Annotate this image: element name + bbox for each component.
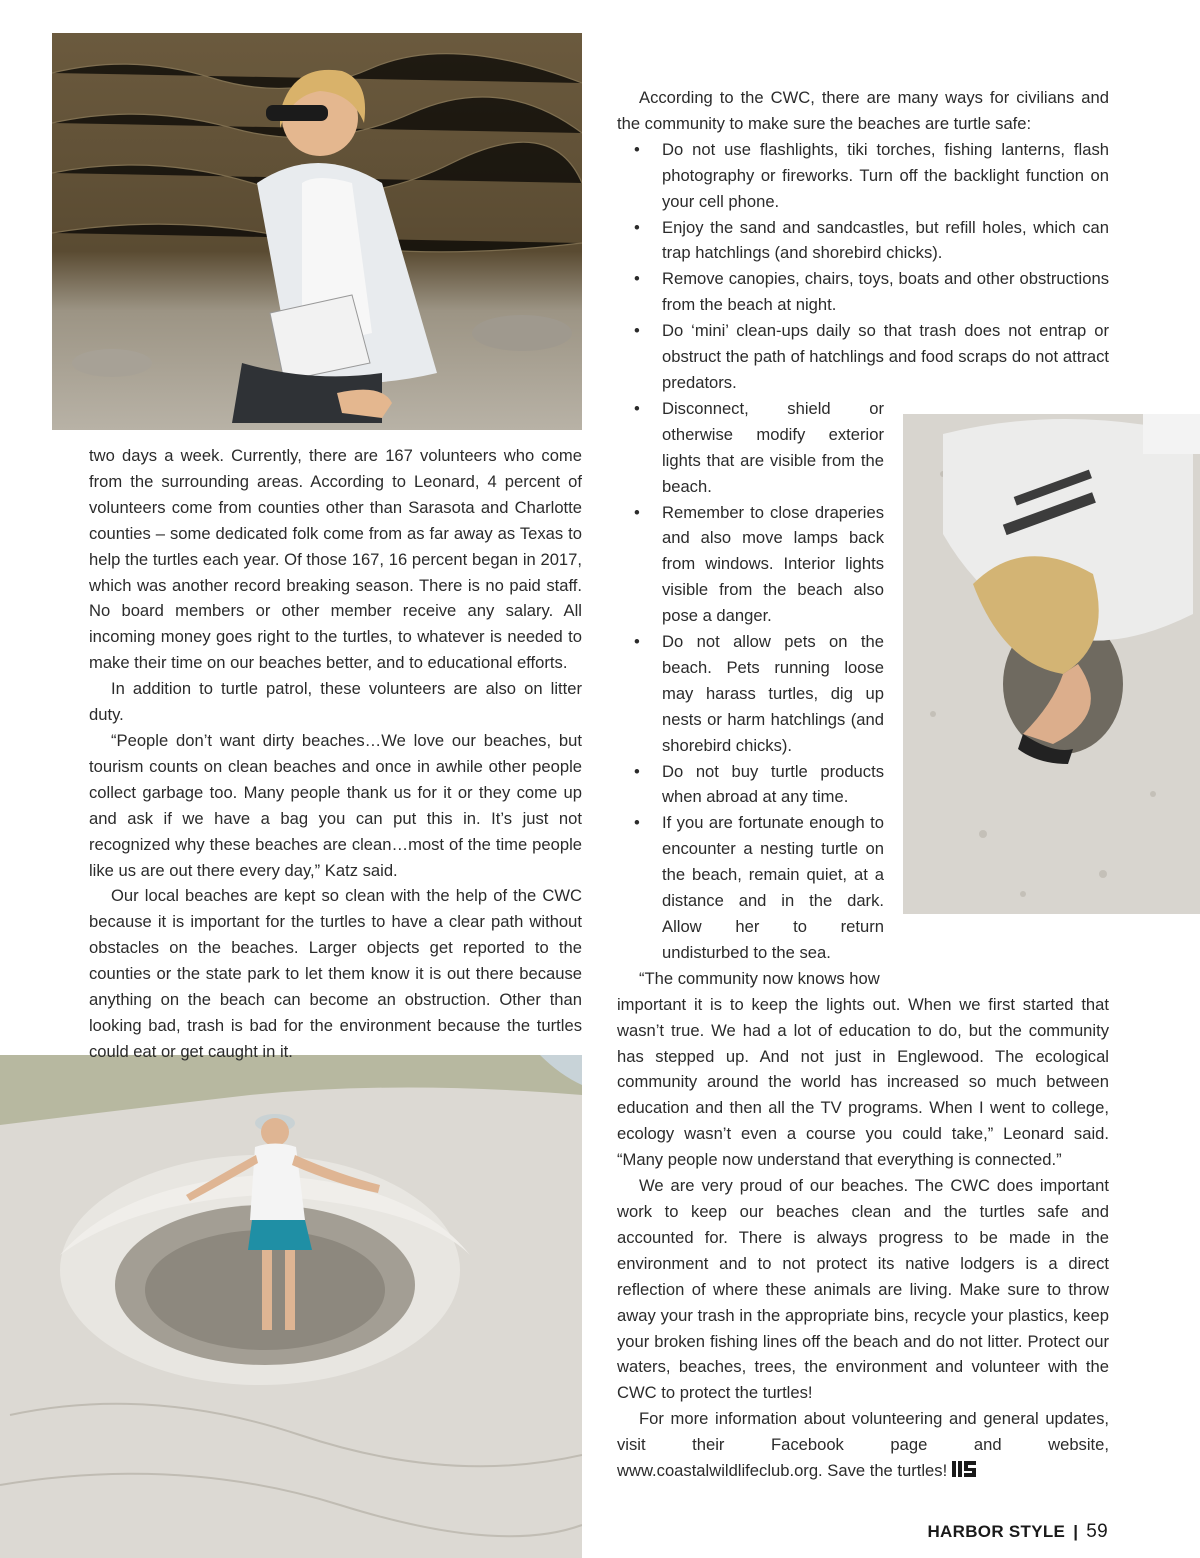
tip-item: • Do ‘mini’ clean-ups daily so that trash does not entrap or obstruct the path of hatchlings and food scraps do not attract predators. xyxy=(617,318,1109,396)
intro-paragraph: According to the CWC, there are many ways for civilians and the community to make sure the beaches are turtle safe: xyxy=(617,88,1109,133)
left-column xyxy=(89,443,582,1065)
body-paragraph: “People don’t want dirty beaches…We love our beaches, but tourism counts on clean beaches and once in awhile other people collect garbage too. Many people thank us for it or they come up and ask if we have a bag you can put this in. It’s just not recognized why these beaches are clean…most of the time people like us are out there every day,” Katz said. xyxy=(89,730,582,880)
tip-item: • Do not use flashlights, tiki torches, fishing lanterns, flash photography or fireworks. Turn off the backlight function on your cell phone. xyxy=(617,137,1109,215)
tip-item: • Remove canopies, chairs, toys, boats and other obstructions from the beach at night. xyxy=(617,266,1109,318)
tip-item: • Do not allow pets on the beach. Pets running loose may harass turtles, dig up nests or harm hatchlings (and shorebird chicks). xyxy=(617,629,884,759)
body-paragraph: two days a week. Currently, there are 167 volunteers who come from the surrounding areas. According to Leonard, 4 percent of volunteers come from counties other than Sarasota and Charlotte counties – some dedicated folk come from as far away as Texas to help the turtles each year. Of those 167, 16 percent began in 2017, which was another record breaking season. There is no paid staff. No board members or other member receive any salary. All incoming money goes right to the turtles, to whatever is needed to make their time on our beaches better, and to educational efforts. xyxy=(89,446,582,673)
closing-paragraph xyxy=(617,1406,1109,1484)
tip-item: • If you are fortunate enough to encounter a nesting turtle on the beach, remain quiet, at a distance and in the dark. Allow her to return undisturbed to the sea. xyxy=(617,810,884,965)
page-footer xyxy=(927,1521,1108,1543)
photo-volunteer-sand-crater xyxy=(0,1055,582,1558)
page-number: 59 xyxy=(1086,1521,1108,1542)
closing-text: For more information about volunteering and general updates, visit their Facebook page and website, www.coastalwildlifeclub.org. Save the turtles! xyxy=(617,1409,1109,1481)
right-column xyxy=(617,85,1109,1484)
publication-name: HARBOR STYLE xyxy=(927,1522,1066,1541)
tip-item: • Enjoy the sand and sandcastles, but refill holes, which can trap hatchlings (and shorebird chicks). xyxy=(617,215,1109,267)
photo-volunteer-clipboard xyxy=(52,33,582,430)
quote-opening: “The community now knows how xyxy=(639,968,880,988)
body-paragraph: In addition to turtle patrol, these volunteers are also on litter duty. xyxy=(89,679,582,725)
tip-item: • Disconnect, shield or otherwise modify exterior lights that are visible from the beach. xyxy=(617,396,884,500)
turtle-safe-tips-list xyxy=(617,137,1109,966)
body-paragraph: Our local beaches are kept so clean with the help of the CWC because it is important for the turtles to have a clear path without obstacles on the beaches. Larger objects get reported to the counties or the state park to let them know it is out there because anything on the beach can become an obstruction. Other than looking bad, trash is bad for the environment because the turtles could eat or get caught in it. xyxy=(89,886,582,1061)
tip-item: • Remember to close draperies and also move lamps back from windows. Interior lights visible from the beach also pose a danger. xyxy=(617,500,884,630)
body-paragraph: We are very proud of our beaches. The CWC does important work to keep our beaches clean and the turtles safe and accounted for. There is always progress to be made in the environment and to not protect its native lodgers is a direct reflection of where these animals are living. Make sure to throw away your trash in the appropriate bins, recycle your plastics, keep your broken fishing lines off the beach and do not litter. Protect our waters, beaches, trees, the environment and volunteer with the CWC to protect the turtles! xyxy=(617,1176,1109,1403)
footer-separator: | xyxy=(1073,1522,1079,1541)
quote-paragraph: important it is to keep the lights out. When we first started that wasn’t true. We had a lot of education to do, but the community has stepped up. And not just in Englewood. The ecological community around the world has increased so much between education and then all the TV programs. When I went to college, ecology wasn’t even a course you could take,” Leonard said. “Many people now understand that everything is connected.” xyxy=(617,994,1109,1170)
tip-item: • Do not buy turtle products when abroad at any time. xyxy=(617,759,884,811)
harbor-style-end-mark-icon xyxy=(951,1460,977,1478)
